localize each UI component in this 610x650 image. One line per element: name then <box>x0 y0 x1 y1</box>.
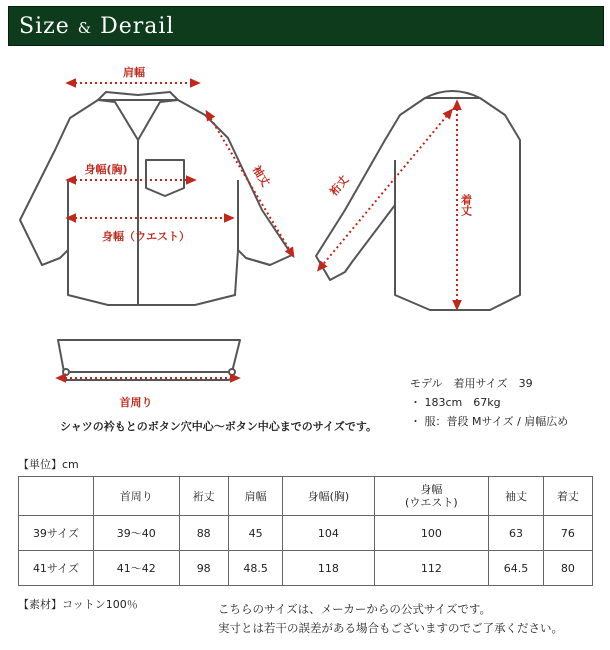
table-cell: 41～42 <box>94 551 180 586</box>
model-info <box>410 374 568 431</box>
table-header-row <box>19 477 593 516</box>
shirt-front-illustration <box>20 92 292 305</box>
table-cell: 63 <box>489 516 544 551</box>
model-size-line: モデル 着用サイズ 39 <box>410 377 533 390</box>
table-row <box>19 551 593 586</box>
table-cell: 39～40 <box>94 516 180 551</box>
notice-line-1: こちらのサイズは、メーカーからの公式サイズです。 <box>218 602 492 616</box>
neck-label: 首周り <box>119 396 153 409</box>
table-cell: 39サイズ <box>19 516 94 551</box>
shoulder-width-label: 肩幅 <box>123 66 145 79</box>
table-header-cell: 首周り <box>94 477 180 516</box>
sleeve-length-label: 袖丈 <box>249 163 273 189</box>
banner-size-text: Size <box>19 13 70 39</box>
table-cell: 41サイズ <box>19 551 94 586</box>
table-header-cell: 袖丈 <box>489 477 544 516</box>
material-label: 【素材】コットン100％ <box>18 598 138 611</box>
table-header-cell: 身幅 (ウエスト) <box>374 477 489 516</box>
table-cell: 98 <box>179 551 228 586</box>
table-header-cell <box>19 477 94 516</box>
collar-illustration <box>58 340 240 380</box>
chest-width-label: 身幅(胸) <box>84 163 128 176</box>
header-banner <box>8 6 604 46</box>
table-cell: 76 <box>543 516 592 551</box>
banner-amp-text: & <box>77 18 93 37</box>
table-cell: 118 <box>283 551 374 586</box>
banner-detail-text: Derail <box>100 13 175 39</box>
size-notice <box>218 600 563 638</box>
banner-title <box>19 14 174 39</box>
table-cell: 104 <box>283 516 374 551</box>
model-usual-size-line: ・ 服：普段 Mサイズ / 肩幅広め <box>410 415 569 428</box>
collar-caption: シャツの衿もとのボタン穴中心～ボタン中心までのサイズです。 <box>60 420 378 433</box>
table-header-cell: 裄丈 <box>179 477 228 516</box>
table-cell: 48.5 <box>228 551 283 586</box>
shirt-back-illustration <box>316 91 520 310</box>
size-table <box>18 476 593 586</box>
unit-label: 【単位】cm <box>18 458 79 471</box>
table-header-cell: 身幅(胸) <box>283 477 374 516</box>
table-cell: 100 <box>374 516 489 551</box>
table-cell: 80 <box>543 551 592 586</box>
yuki-length-label: 裄丈 <box>327 173 352 199</box>
table-row <box>19 516 593 551</box>
table-cell: 64.5 <box>489 551 544 586</box>
table-header-cell: 着丈 <box>543 477 592 516</box>
table-header-cell: 肩幅 <box>228 477 283 516</box>
model-body-line: ・ 183cm 67kg <box>410 396 501 409</box>
body-length-label: 着丈 <box>459 194 473 216</box>
waist-width-label: 身幅（ウエスト） <box>102 230 190 243</box>
table-cell: 45 <box>228 516 283 551</box>
notice-line-2: 実寸とは若干の誤差がある場合もございますのでご了承ください。 <box>218 621 563 635</box>
measurement-diagram <box>0 50 610 420</box>
table-cell: 112 <box>374 551 489 586</box>
table-cell: 88 <box>179 516 228 551</box>
